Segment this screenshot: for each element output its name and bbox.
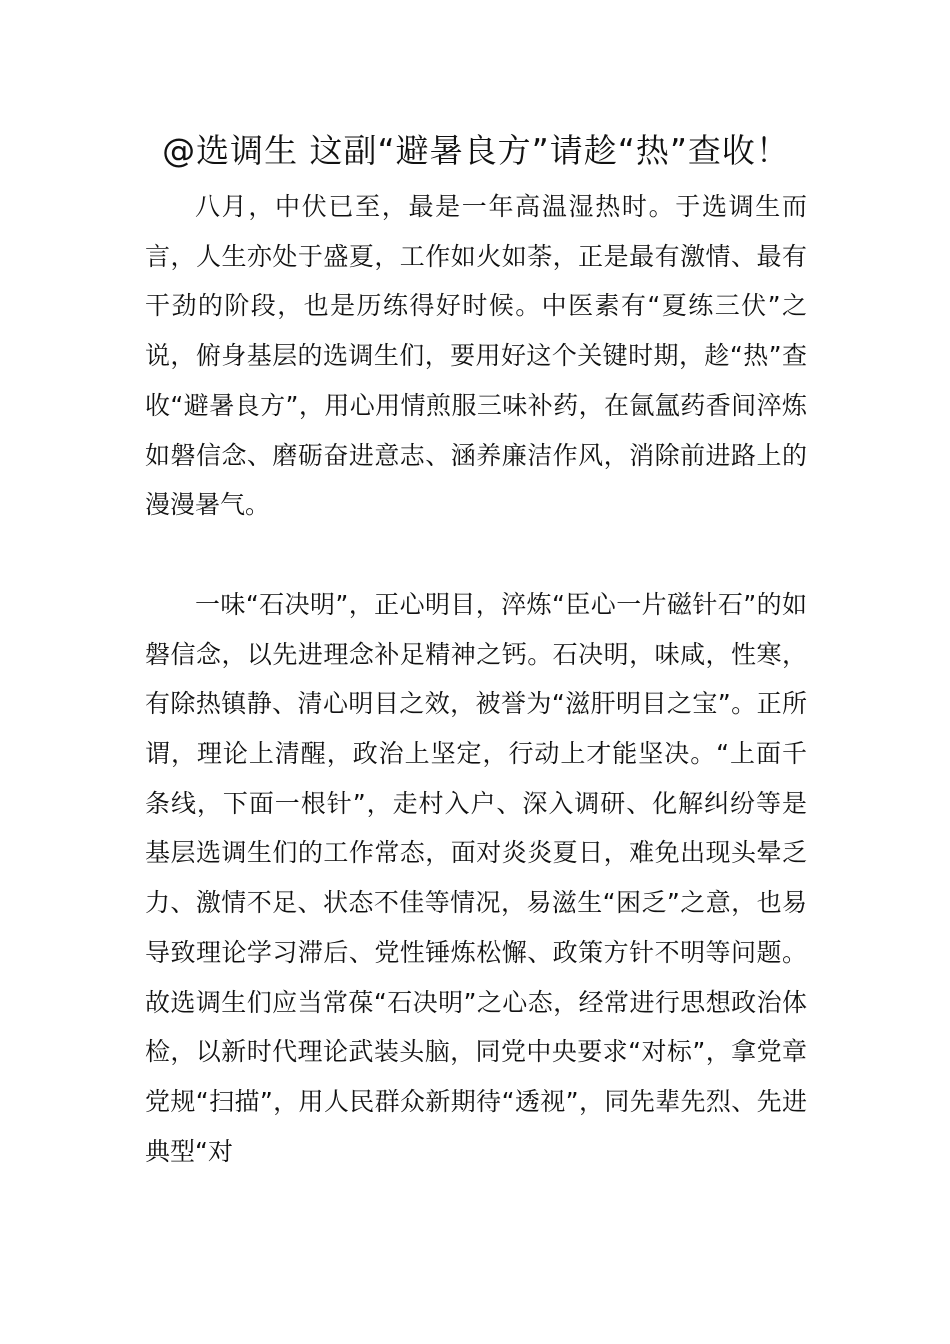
document-body: [145, 126, 807, 1176]
paragraph-intro: 八月，中伏已至，最是一年高温湿热时。于选调生而言，人生亦处于盛夏，工作如火如荼，正是最有激情、最有干劲的阶段，也是历练得好时候。中医素有“夏练三伏”之说，俯身基层的选调生们，要用好这个关键时期，趁“热”查收“避暑良方”，用心用情煎服三味补药，在氤氲药香间淬炼如磐信念、磨砺奋进意志、涵养廉洁作风，消除前进路上的漫漫暑气。: [145, 192, 807, 520]
paragraph-shijueming: 一味“石决明”，正心明目，淬炼“臣心一片磁针石”的如磐信念，以先进理念补足精神之钙。石决明，味咸，性寒，有除热镇静、清心明目之效，被誉为“滋肝明目之宝”。正所谓，理论上清醒，政治上坚定，行动上才能坚决。“上面千条线，下面一根针”，走村入户、深入调研、化解纠纷等是基层选调生们的工作常态，面对炎炎夏日，难免出现头晕乏力、激情不足、状态不佳等情况，易滋生“困乏”之意，也易导致理论学习滞后、党性锤炼松懈、政策方针不明等问题。故选调生们应当常葆“石决明”之心态，经常进行思想政治体检，以新时代理论武装头脑，同党中央要求“对标”，拿党章党规“扫描”，用人民群众新期待“透视”，同先辈先烈、先进典型“对: [145, 589, 807, 1166]
document-title: @选调生 这副“避暑良方”请趁“热”查收！: [162, 131, 790, 170]
